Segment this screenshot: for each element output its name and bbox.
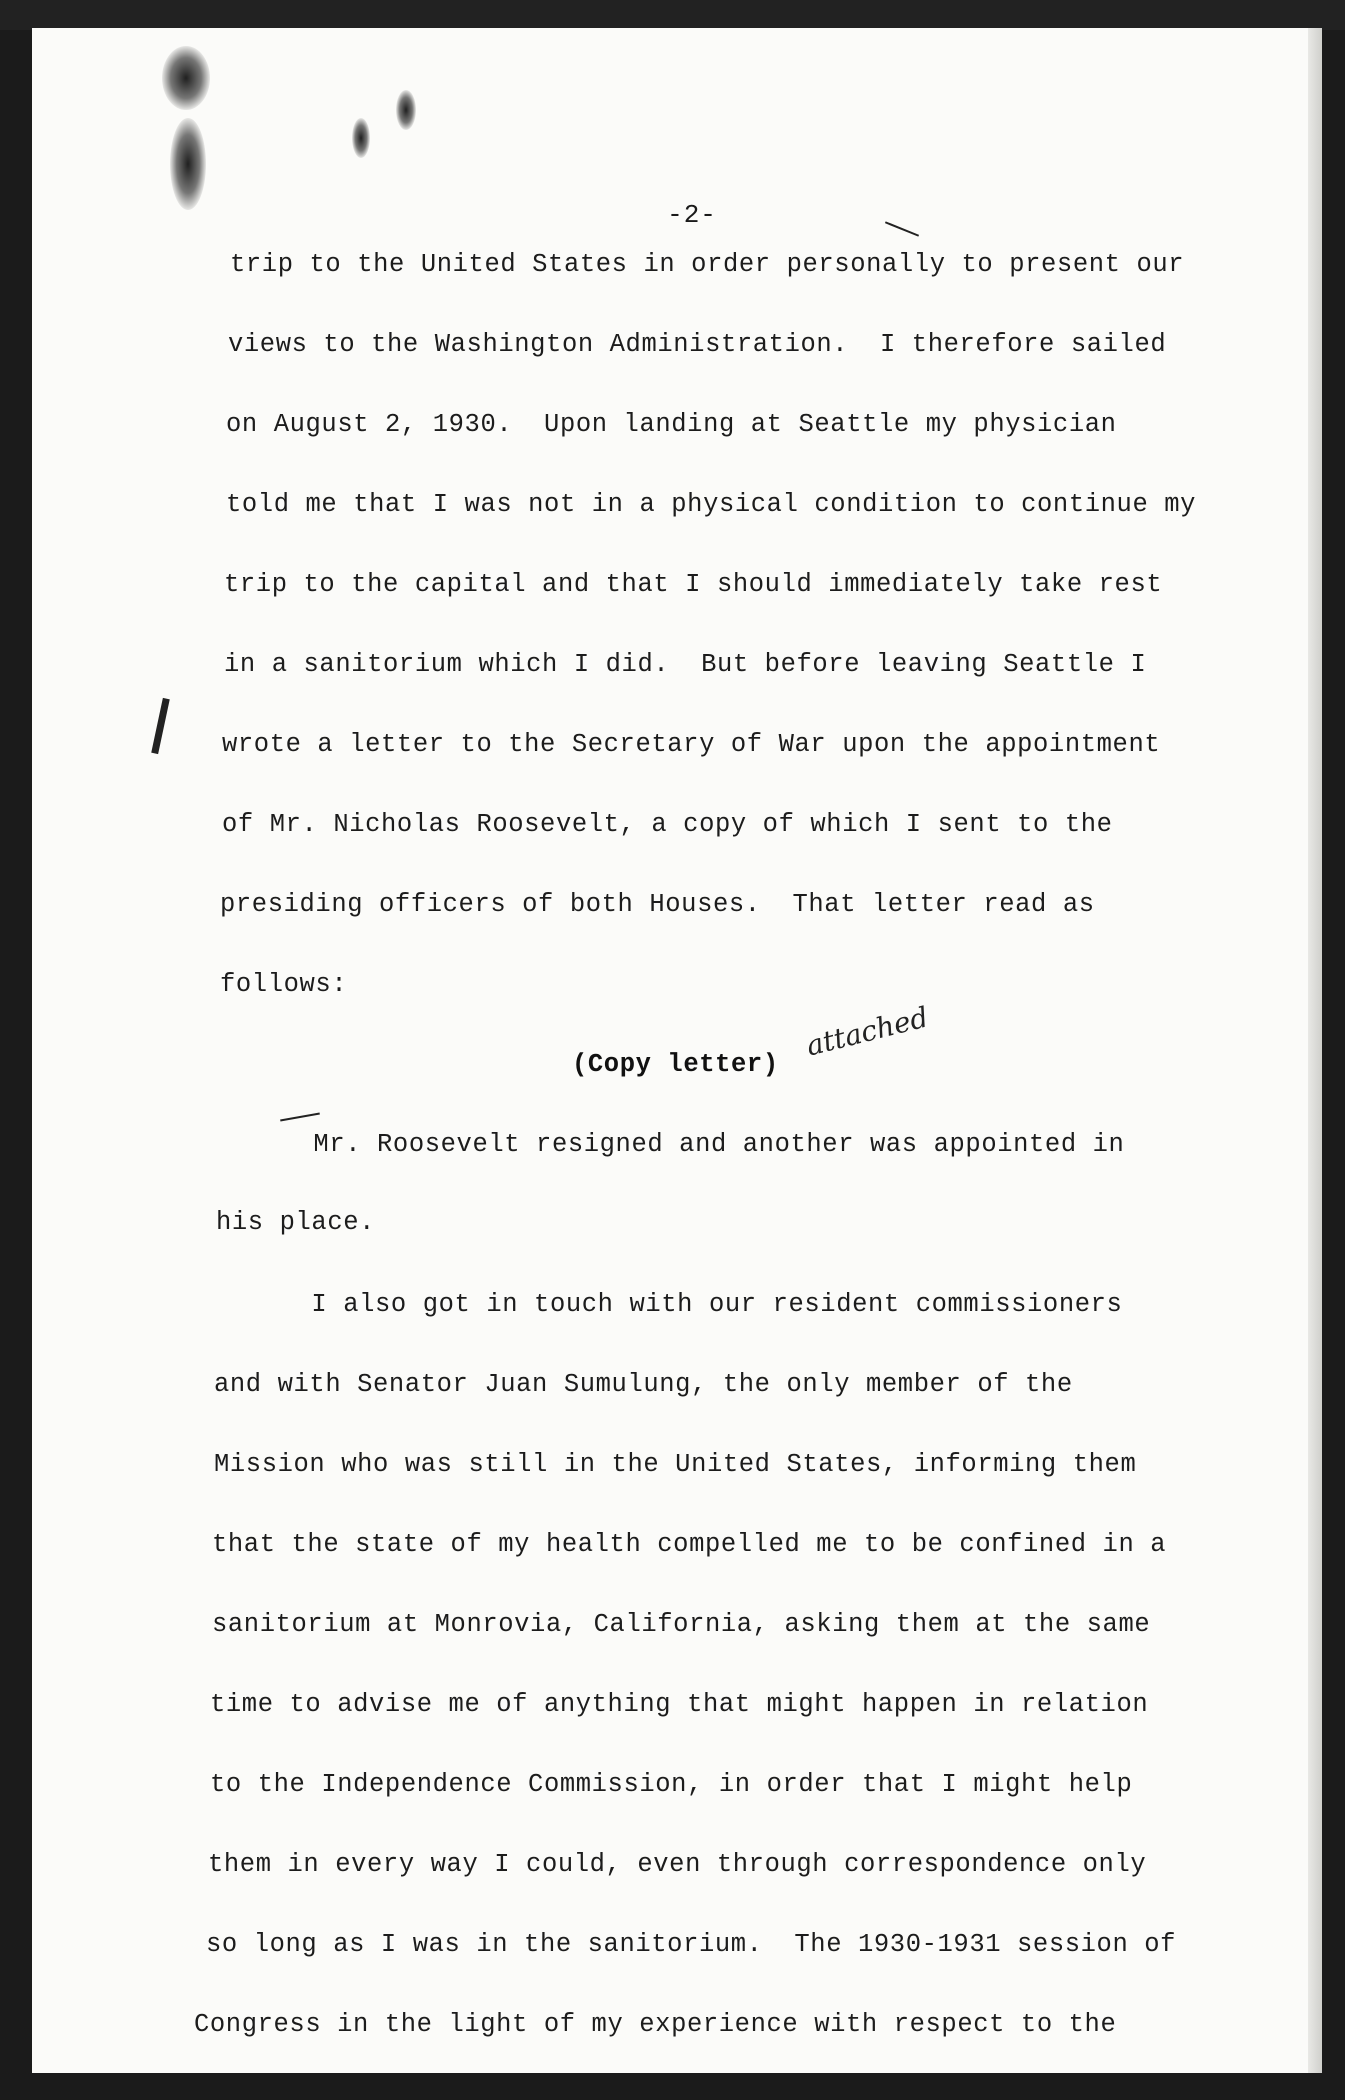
handwritten-annotation: attached: [803, 1000, 932, 1063]
text-line: of Mr. Nicholas Roosevelt, a copy of which I sent to the: [222, 810, 1113, 839]
text-line: to the Independence Commission, in order that I might help: [210, 1770, 1133, 1799]
copy-letter-caption: (Copy letter): [572, 1050, 779, 1079]
text-line: them in every way I could, even through correspondence only: [208, 1850, 1147, 1879]
page-edge-shadow: [1308, 28, 1322, 2073]
page-number: -2-: [667, 200, 717, 230]
pen-mark: [280, 1113, 320, 1122]
text-line: I also got in touch with our resident commissioners: [216, 1290, 1123, 1319]
scan-border: [0, 0, 1345, 30]
text-line: follows:: [220, 970, 348, 999]
text-line: trip to the capital and that I should immediately take rest: [224, 570, 1163, 599]
text-line: wrote a letter to the Secretary of War upon the appointment: [222, 730, 1161, 759]
ink-smudge: [162, 46, 210, 110]
text-line: time to advise me of anything that might happen in relation: [210, 1690, 1149, 1719]
text-line: in a sanitorium which I did. But before leaving Seattle I: [224, 650, 1147, 679]
text-line: that the state of my health compelled me to be confined in a: [212, 1530, 1167, 1559]
pen-mark: [151, 698, 169, 754]
document-page: [32, 28, 1322, 2073]
text-line: and with Senator Juan Sumulung, the only member of the: [214, 1370, 1073, 1399]
ink-smudge: [352, 118, 370, 158]
text-line: sanitorium at Monrovia, California, asking them at the same: [212, 1610, 1151, 1639]
text-line: on August 2, 1930. Upon landing at Seattle my physician: [226, 410, 1117, 439]
text-line: trip to the United States in order personally to present our: [230, 250, 1185, 279]
text-line: presiding officers of both Houses. That letter read as: [220, 890, 1095, 919]
text-line: so long as I was in the sanitorium. The 1930-1931 session of: [206, 1930, 1177, 1959]
text-line: told me that I was not in a physical condition to continue my: [226, 490, 1197, 519]
text-line: his place.: [216, 1208, 376, 1237]
text-line: Mission who was still in the United States, informing them: [214, 1450, 1137, 1479]
text-line: views to the Washington Administration. I therefore sailed: [228, 330, 1167, 359]
ink-smudge: [396, 90, 416, 130]
pen-mark: [885, 221, 919, 236]
text-line: Congress in the light of my experience with respect to the: [194, 2010, 1117, 2039]
text-line: Mr. Roosevelt resigned and another was appointed in: [218, 1130, 1125, 1159]
ink-smudge: [170, 118, 206, 210]
